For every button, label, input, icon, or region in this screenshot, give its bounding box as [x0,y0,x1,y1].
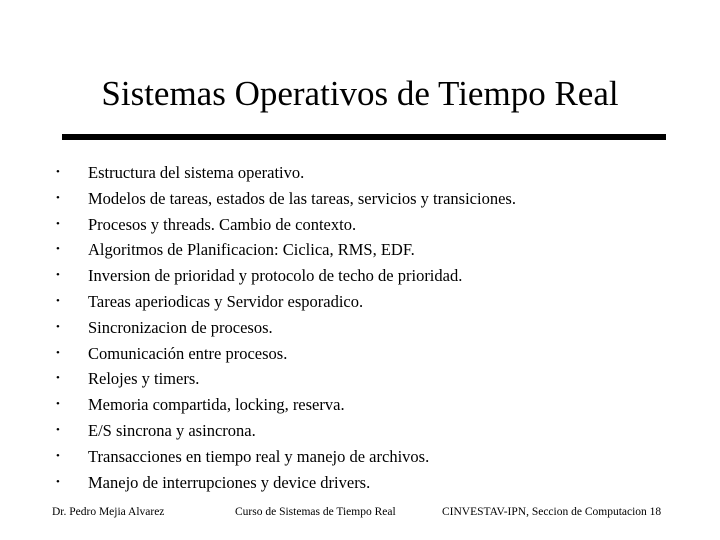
bullet-icon: • [56,191,60,204]
list-item-text: Procesos y threads. Cambio de contexto. [88,214,357,234]
list-item [56,263,706,289]
list-item [56,418,706,444]
list-item [56,212,706,238]
list-item-text: Relojes y timers. [88,369,200,389]
bullet-icon: • [56,269,60,282]
footer-course: Curso de Sistemas de Tiempo Real [235,506,396,518]
bullet-icon: • [56,423,60,436]
footer-author: Dr. Pedro Mejia Alvarez [52,506,165,518]
list-item [56,366,706,392]
list-item-text: Comunicación entre procesos. [88,343,288,363]
bullet-icon: • [56,243,60,256]
bullet-icon: • [56,217,60,230]
list-item-text: Transacciones en tiempo real y manejo de archivos. [88,446,430,466]
list-item [56,186,706,212]
list-item-text: Modelos de tareas, estados de las tareas, servicios y transiciones. [88,188,516,208]
list-item-text: Memoria compartida, locking, reserva. [88,395,345,415]
slide-title: Sistemas Operativos de Tiempo Real [101,74,619,113]
list-item [56,289,706,315]
list-item [56,470,706,496]
list-item [56,444,706,470]
list-item-text: Tareas aperiodicas y Servidor esporadico. [88,291,364,311]
list-item-text: Sincronizacion de procesos. [88,317,273,337]
footer-institution-page: CINVESTAV-IPN, Seccion de Computacion 18 [442,506,662,518]
list-item-text: Inversion de prioridad y protocolo de techo de prioridad. [88,266,463,286]
list-item [56,237,706,263]
topic-list [56,160,706,495]
bullet-icon: • [56,346,60,359]
title-underline-rule [62,134,666,140]
bullet-icon: • [56,294,60,307]
bullet-icon: • [56,320,60,333]
bullet-icon: • [56,449,60,462]
list-item [56,341,706,367]
bullet-icon: • [56,475,60,488]
bullet-icon: • [56,372,60,385]
list-item [56,160,706,186]
bullet-icon: • [56,166,60,178]
list-item [56,392,706,418]
list-item-text: Manejo de interrupciones y device drivers. [88,472,371,492]
list-item [56,315,706,341]
list-item-text: Algoritmos de Planificacion: Ciclica, RMS, EDF. [88,240,415,260]
list-item-text: Estructura del sistema operativo. [88,163,305,182]
bullet-icon: • [56,398,60,411]
list-item-text: E/S sincrona y asincrona. [88,420,256,440]
